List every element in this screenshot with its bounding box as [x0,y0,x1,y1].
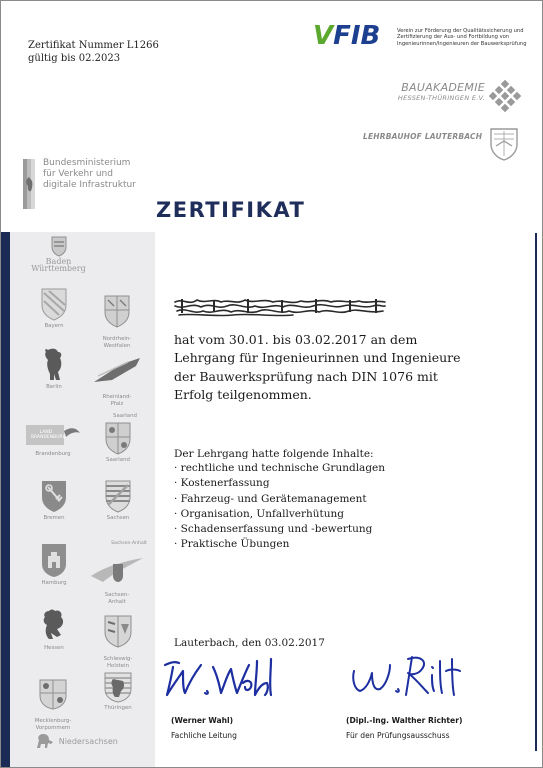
state-label: Mecklenburg- Vorpommern [34,718,72,731]
state-saarland-tag [105,413,145,420]
contents-list [174,461,385,553]
state-label: Hamburg [41,580,67,586]
state-label: Rheinland- Pfalz [102,394,132,407]
state-label: Sachsen [106,515,130,521]
lehrbauhof-crest-icon [488,126,520,162]
vfib-logo [313,21,380,51]
contents-heading: Der Lehrgang hatte folgende Inhalte: [174,448,374,460]
vfib-logo-fib: FIB [333,21,381,51]
berlin-bear-icon [40,346,68,382]
baden-wuerttemberg-crest-icon [44,235,74,257]
list-item: · Schadenserfassung und -bewertung [174,523,373,536]
state-bayern [29,287,79,330]
band-edge-stripe [1,232,10,767]
state-sachsen-anhalt-tag [109,541,149,548]
sachsen-crest-icon [104,479,132,513]
state-label: Saarland [113,413,137,419]
state-rheinland-pfalz [89,349,145,414]
state-label: Niedersachsen [58,736,118,746]
state-thueringen [95,671,141,712]
state-label: Schleswig- Holstein [103,656,133,669]
vfib-description-line: Ingenieurinnen/Ingenieuren der Bauwerksprüfung [397,40,527,47]
vfib-description-line: Verein zur Förderung der Qualitätssicherung und [397,28,524,34]
bremen-key-icon [40,479,68,513]
state-baden-wuerttemberg [21,235,96,272]
thueringen-lion-icon [103,671,133,703]
body-line: Erfolg teilgenommen. [174,386,312,402]
state-niedersachsen [33,732,123,752]
nrw-crest-icon [102,294,132,328]
signatory-name-1: (Werner Wahl) [171,716,234,725]
certificate-validity: gültig bis 02.2023 [28,53,121,64]
body-line: Lehrgang für Ingenieurinnen und Ingenieure [174,350,461,366]
hamburg-crest-icon [40,542,68,578]
signature-walther-richter [346,651,471,703]
certificate-number: Zertifikat Nummer L1266 [28,40,159,51]
hessen-lion-icon [39,607,69,643]
ministry-label [43,158,136,191]
state-schleswig-holstein [93,607,143,676]
federal-eagle-icon [23,159,37,209]
state-brandenburg [21,421,85,458]
bayern-crest-icon [39,287,69,321]
state-mecklenburg-vorpommern [21,671,85,738]
recipient-name-redacted [173,296,387,318]
bauakademie-name: BAUAKADEMIE [401,81,485,94]
right-edge-stripe [535,233,537,751]
list-item: · Organisation, Unfallverhütung [174,507,345,520]
state-sachsen [97,479,139,522]
niedersachsen-horse-icon [33,732,57,752]
state-label: Thüringen [104,705,132,711]
state-saarland [97,421,139,464]
list-item: · rechtliche und technische Grundlagen [174,462,386,474]
vfib-description [397,28,537,47]
body-line: hat vom 30.01. bis 03.02.2017 an dem [174,332,418,347]
state-hessen [29,607,79,652]
bauakademie-label [395,81,485,102]
signatory-name-2: (Dipl.-Ing. Walther Richter) [346,716,463,725]
state-label: Bayern [44,323,64,329]
state-label: Hessen [44,645,64,651]
state-label: Sachsen-Anhalt [111,541,147,546]
certificate-sheet [1,1,542,767]
rheinland-pfalz-icon [92,356,142,386]
state-label: Brandenburg [35,451,71,457]
state-label: Berlin [46,384,62,390]
sachsen-anhalt-icon [89,556,145,584]
page-title: ZERTIFIKAT [156,198,306,222]
state-label: Sachsen- Anhalt [104,592,130,605]
certificate-body [174,331,514,404]
schleswig-holstein-crest-icon [103,614,133,648]
bauakademie-logo-icon [489,80,521,112]
list-item: · Fahrzeug- und Gerätemanagement [174,492,367,505]
list-item: · Kostenerfassung [174,477,270,490]
signatory-role-2: Für den Prüfungsausschuss [346,731,450,740]
place-date: Lauterbach, den 03.02.2017 [174,637,325,649]
vfib-logo-v: V [313,21,334,51]
ministry-line: für Verkehr und [43,169,113,179]
state-nrw [91,287,143,356]
signatory-role-1: Fachliche Leitung [171,731,237,740]
signature-werner-wahl [161,653,276,703]
state-berlin [29,346,79,391]
state-bremen [29,479,79,522]
state-label: Bremen [43,515,65,521]
mecklenburg-vorpommern-crest-icon [38,678,68,710]
ministry-line: Bundesministerium [43,158,131,168]
ministry-line: digitale Infrastruktur [43,180,136,190]
state-label: Saarland [106,457,130,463]
list-item: · Praktische Übungen [174,538,290,551]
state-label: Baden Württemberg [31,257,86,273]
state-hamburg [29,542,79,587]
bauakademie-region: HESSEN-THÜRINGEN E.V. [397,94,485,102]
state-label: Nordrhein- Westfalen [102,336,132,349]
brandenburg-logo-text: LAND BRANDENBURG [31,430,67,440]
lehrbauhof-label: LEHRBAUHOF LAUTERBACH [363,132,483,141]
state-sachsen-anhalt [87,549,147,612]
certificate-number-block [28,39,159,65]
body-line: der Bauwerksprüfung nach DIN 1076 mit [174,368,438,384]
vfib-description-line: Zertifizierung der Aus- und Fortbildung von [397,34,510,41]
saarland-crest-icon [104,421,132,455]
